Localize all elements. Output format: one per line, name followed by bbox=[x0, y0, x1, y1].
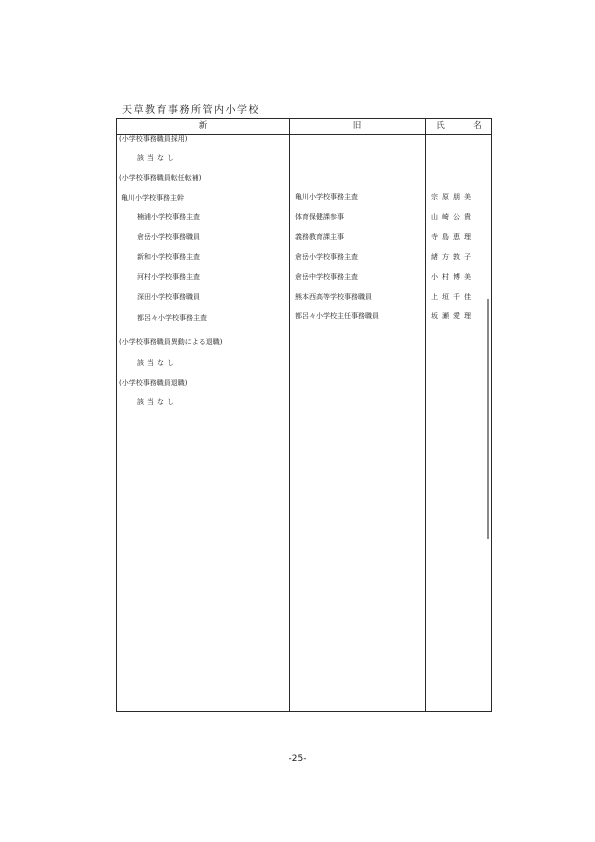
new-position: 河村小学校事務主査 bbox=[137, 273, 200, 281]
column-divider-new-old bbox=[289, 119, 290, 711]
section-heading-transfer: (小学校事務職員転任転補) bbox=[119, 174, 202, 182]
old-position: 義務教育課主事 bbox=[295, 233, 344, 241]
person-name: 上垣千佳 bbox=[431, 293, 475, 301]
old-position: 倉岳小学校事務主査 bbox=[295, 253, 358, 261]
section-heading-retire: (小学校事務職員退職) bbox=[119, 379, 188, 387]
none-applicable-text: 該当なし bbox=[137, 359, 177, 367]
none-applicable-text: 該当なし bbox=[137, 154, 177, 162]
new-position: 新和小学校事務主査 bbox=[137, 253, 200, 261]
section-heading-transfer-retire: (小学校事務職員異動による退職) bbox=[119, 338, 223, 346]
person-name: 坂瀬愛理 bbox=[431, 312, 475, 320]
new-position: 楠浦小学校事務主査 bbox=[137, 213, 200, 221]
header-name: 氏 名 bbox=[436, 121, 492, 131]
page-number: -25- bbox=[288, 754, 307, 764]
new-position: 深田小学校事務職員 bbox=[137, 293, 200, 301]
person-name: 寺島恵理 bbox=[431, 233, 475, 241]
section-heading-hire: (小学校事務職員採用) bbox=[119, 135, 188, 143]
old-position: 亀川小学校事務主査 bbox=[295, 193, 358, 201]
column-divider-old-name bbox=[425, 119, 426, 711]
header-old: 旧 bbox=[352, 121, 362, 131]
old-position: 倉岳中学校事務主査 bbox=[295, 273, 358, 281]
page-title: 天草教育事務所管内小学校 bbox=[122, 105, 260, 116]
person-name: 宗原朋美 bbox=[431, 193, 475, 201]
none-applicable-text: 該当なし bbox=[137, 398, 177, 406]
old-position: 熊本西高等学校事務職員 bbox=[295, 293, 372, 301]
old-position: 都呂々小学校主任事務職員 bbox=[295, 312, 379, 320]
person-name: 山崎公貴 bbox=[431, 213, 475, 221]
new-position: 亀川小学校事務主幹 bbox=[121, 194, 184, 202]
new-position: 倉岳小学校事務職員 bbox=[137, 233, 200, 241]
old-position: 体育保健課参事 bbox=[295, 213, 344, 221]
person-name: 緒方敦子 bbox=[431, 253, 475, 261]
header-new: 新 bbox=[198, 121, 208, 131]
new-position: 都呂々小学校事務主査 bbox=[137, 314, 207, 322]
personnel-table bbox=[116, 118, 492, 712]
person-name: 小村博美 bbox=[431, 273, 475, 281]
scan-mark bbox=[487, 299, 489, 539]
